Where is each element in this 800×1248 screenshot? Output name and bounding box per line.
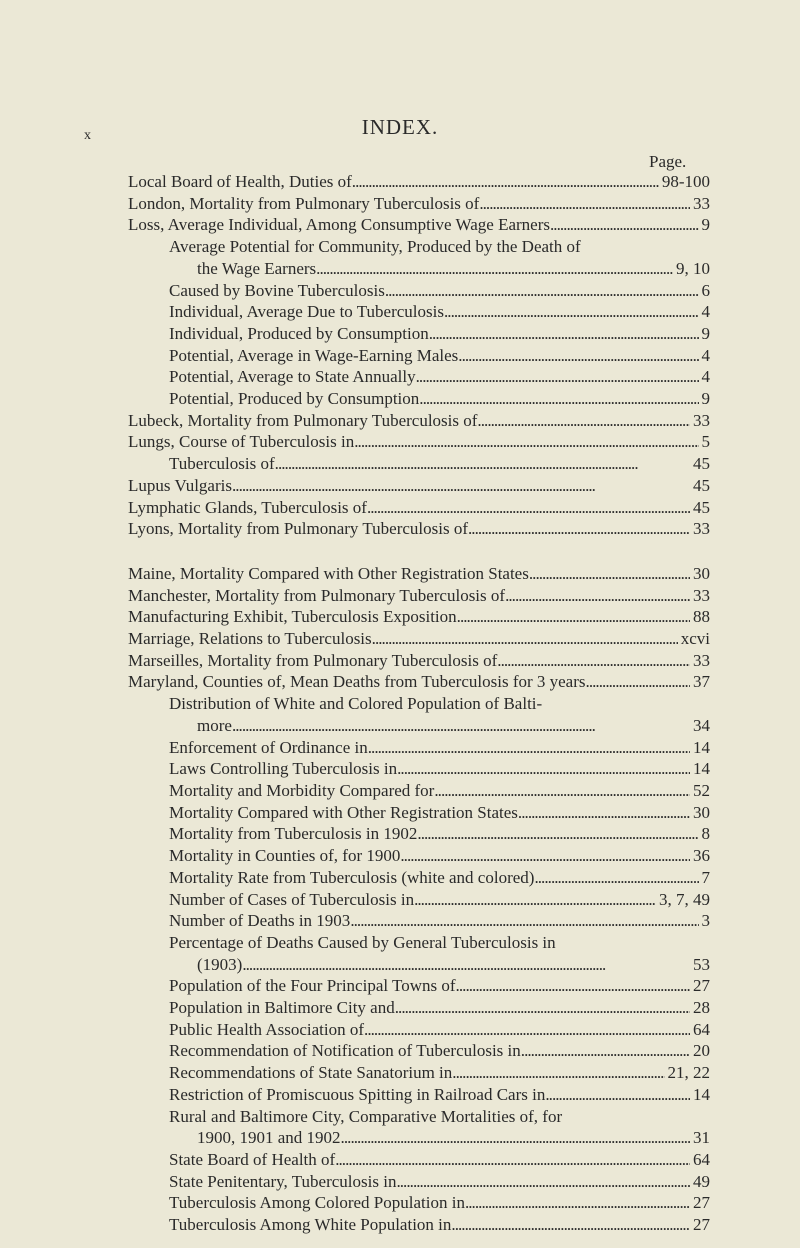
entry-page-number: xcvi [680, 629, 710, 649]
page-column-label: Page. [649, 152, 687, 171]
entry-page-number: 34 [693, 715, 710, 735]
entry-page-number: 33 [693, 410, 710, 430]
group-spacer [128, 540, 710, 563]
entry-text: Marriage, Relations to Tuberculosis [128, 629, 372, 649]
entry-page-number: 4 [701, 367, 710, 387]
index-entry [128, 475, 710, 497]
entry-page-number: 14 [693, 759, 710, 779]
entry-page-number: 20 [693, 1041, 710, 1061]
entry-text: Lupus Vulgaris [128, 475, 232, 495]
entry-page-number: 64 [693, 1149, 710, 1169]
dot-leader [372, 628, 678, 650]
index-entry [128, 628, 710, 650]
entry-text: Tuberculosis of [169, 454, 275, 474]
entry-text: Mortality Compared with Other Registration States [169, 802, 518, 822]
entry-page-number: 33 [693, 519, 710, 539]
dot-leader [417, 823, 698, 845]
index-entry [128, 1149, 710, 1171]
entry-text: Mortality from Tuberculosis in 1902 [169, 824, 418, 844]
index-entry [128, 431, 710, 453]
entry-text: Potential, Produced by Consumption [169, 389, 420, 409]
index-entry [128, 780, 710, 802]
dot-leader [385, 280, 699, 302]
entry-text: 1900, 1901 and 1902 [197, 1128, 341, 1148]
entry-text: more [197, 715, 232, 735]
entry-text: Mortality in Counties of, for 1900 [169, 846, 401, 866]
dot-leader [468, 518, 690, 540]
entry-text: Public Health Association of [169, 1019, 365, 1039]
entry-page-number: 37 [693, 672, 710, 692]
entry-text: Mortality and Morbidity Compared for [169, 780, 435, 800]
dot-leader [232, 475, 690, 497]
entry-text: Enforcement of Ordinance in [169, 737, 368, 757]
entry-text: Lyons, Mortality from Pulmonary Tuberculosis of [128, 519, 468, 539]
dot-leader [505, 585, 690, 607]
entry-text: Tuberculosis Among Colored Population in [169, 1193, 465, 1213]
index-entry [128, 345, 710, 367]
entry-page-number: 4 [701, 302, 710, 322]
entry-page-number: 36 [693, 846, 710, 866]
entry-page-number: 27 [693, 1193, 710, 1213]
index-entry [128, 410, 710, 432]
entry-page-number: 49 [693, 1171, 710, 1191]
dot-leader [367, 497, 690, 519]
entry-text: Potential, Average to State Annually [169, 367, 416, 387]
entry-page-number: 14 [693, 1084, 710, 1104]
index-entry [128, 889, 710, 911]
index-entry [128, 715, 710, 737]
dot-leader [457, 606, 690, 628]
entry-text: Individual, Produced by Consumption [169, 323, 429, 343]
index-entry [128, 497, 710, 519]
index-entry [128, 1062, 710, 1084]
dot-leader [458, 345, 698, 367]
entry-page-number: 6 [701, 280, 710, 300]
dot-leader [521, 1040, 690, 1062]
dot-leader [397, 758, 690, 780]
index-entry [128, 845, 710, 867]
dot-leader [429, 323, 699, 345]
dot-leader [232, 715, 690, 737]
dot-leader [352, 171, 659, 193]
entry-page-number: 8 [701, 824, 710, 844]
entry-page-number: 45 [693, 497, 710, 517]
dot-leader [395, 997, 690, 1019]
index-entry [128, 563, 710, 585]
dot-leader [242, 954, 690, 976]
entry-text: Local Board of Health, Duties of [128, 172, 352, 191]
page-title: INDEX. [361, 115, 439, 139]
index-entry [128, 910, 710, 932]
entry-text: Manufacturing Exhibit, Tuberculosis Exposition [128, 607, 457, 627]
dot-leader [416, 366, 699, 388]
dot-leader [529, 563, 690, 585]
dot-leader [350, 910, 698, 932]
dot-leader [518, 802, 690, 824]
dot-leader [479, 193, 690, 215]
entry-text: Maryland, Counties of, Mean Deaths from Tuberculosis for 3 years [128, 672, 586, 692]
dot-leader [452, 1062, 664, 1084]
entry-text: Marseilles, Mortality from Pulmonary Tuberculosis of [128, 650, 498, 670]
entry-text: Population in Baltimore City and [169, 998, 395, 1018]
entry-page-number: 4 [701, 345, 710, 365]
dot-leader [368, 737, 690, 759]
entry-text: Restriction of Promiscuous Spitting in Railroad Cars in [169, 1084, 546, 1104]
index-entry [128, 1040, 710, 1062]
entry-text: State Board of Health of [169, 1149, 336, 1169]
index-entry [128, 671, 710, 693]
dot-leader [451, 1214, 690, 1236]
entry-page-number: 7 [701, 867, 710, 887]
index-entry [128, 954, 710, 976]
dot-leader [316, 258, 673, 280]
index-entry [128, 280, 710, 302]
entry-text: Recommendations of State Sanatorium in [169, 1063, 453, 1083]
entry-text: Lungs, Course of Tuberculosis in [128, 432, 355, 452]
index-list [128, 171, 710, 1236]
index-entry [128, 518, 710, 540]
dot-leader [354, 431, 698, 453]
index-entry [128, 1019, 710, 1041]
entry-text: Laws Controlling Tuberculosis in [169, 759, 398, 779]
entry-page-number: 53 [693, 954, 710, 974]
entry-page-number: 28 [693, 998, 710, 1018]
entry-text: Potential, Average in Wage-Earning Males [169, 345, 459, 365]
index-subheading: Rural and Baltimore City, Comparative Mortalities of, for [169, 1106, 563, 1126]
index-entry [128, 214, 710, 236]
entry-page-number: 52 [693, 780, 710, 800]
entry-page-number: 9, 10 [676, 258, 710, 278]
index-entry [128, 366, 710, 388]
entry-page-number: 88 [693, 607, 710, 627]
index-entry [128, 758, 710, 780]
entry-page-number: 45 [693, 475, 710, 495]
dot-leader [497, 650, 690, 672]
dot-leader [534, 867, 698, 889]
entry-page-number: 98-100 [661, 172, 710, 191]
entry-text: Loss, Average Individual, Among Consumptive Wage Earners [128, 215, 550, 235]
dot-leader [545, 1084, 690, 1106]
entry-text: State Penitentary, Tuberculosis in [169, 1171, 397, 1191]
dot-leader [396, 1171, 690, 1193]
entry-page-number: 30 [693, 563, 710, 583]
dot-leader [275, 453, 690, 475]
index-entry [128, 823, 710, 845]
index-entry [128, 1214, 710, 1236]
index-entry [128, 975, 710, 997]
dot-leader [434, 780, 690, 802]
entry-page-number: 33 [693, 585, 710, 605]
index-subheading: Average Potential for Community, Produced by the Death of [169, 237, 581, 257]
entry-page-number: 9 [701, 323, 710, 343]
index-entry [128, 323, 710, 345]
index-subheading: Distribution of White and Colored Population of Balti- [169, 694, 543, 714]
index-entry [128, 650, 710, 672]
entry-page-number: 30 [693, 802, 710, 822]
entry-page-number: 27 [693, 1215, 710, 1235]
index-entry [128, 1171, 710, 1193]
entry-text: Tuberculosis Among White Population in [169, 1215, 452, 1235]
dot-leader [465, 1192, 690, 1214]
entry-page-number: 9 [701, 389, 710, 409]
entry-text: Caused by Bovine Tuberculosis [169, 280, 385, 300]
entry-text: London, Mortality from Pulmonary Tuberculosis of [128, 193, 480, 213]
dot-leader [414, 889, 656, 911]
entry-text: Maine, Mortality Compared with Other Registration States [128, 563, 529, 583]
dot-leader [477, 410, 690, 432]
dot-leader [456, 975, 690, 997]
index-entry [128, 171, 710, 193]
dot-leader [419, 388, 698, 410]
entry-text: Population of the Four Principal Towns of [169, 976, 456, 996]
index-entry [128, 737, 710, 759]
index-entry [128, 802, 710, 824]
entry-text: the Wage Earners [197, 258, 317, 278]
entry-text: Manchester, Mortality from Pulmonary Tuberculosis of [128, 585, 506, 605]
index-subheading: Percentage of Deaths Caused by General Tuberculosis in [169, 932, 556, 952]
entry-text: Number of Deaths in 1903 [169, 911, 351, 931]
entry-text: Individual, Average Due to Tuberculosis [169, 302, 444, 322]
index-entry [128, 1084, 710, 1106]
entry-page-number: 33 [693, 193, 710, 213]
index-entry [128, 997, 710, 1019]
dot-leader [364, 1019, 690, 1041]
dot-leader [400, 845, 690, 867]
entry-page-number: 3, 7, 49 [659, 889, 710, 909]
dot-leader [444, 301, 699, 323]
index-entry [128, 193, 710, 215]
dot-leader [586, 671, 690, 693]
entry-text: Mortality Rate from Tuberculosis (white and colored) [169, 867, 535, 887]
entry-page-number: 21, 22 [667, 1063, 710, 1083]
index-entry [128, 606, 710, 628]
entry-page-number: 5 [701, 432, 710, 452]
entry-text: Number of Cases of Tuberculosis in [169, 889, 415, 909]
entry-page-number: 45 [693, 454, 710, 474]
index-entry [128, 258, 710, 280]
dot-leader [550, 214, 699, 236]
entry-page-number: 64 [693, 1019, 710, 1039]
dot-leader [341, 1127, 690, 1149]
index-entry [128, 453, 710, 475]
index-entry [128, 1192, 710, 1214]
index-entry [128, 301, 710, 323]
entry-page-number: 33 [693, 650, 710, 670]
entry-page-number: 31 [693, 1128, 710, 1148]
entry-text: (1903) [197, 954, 243, 974]
entry-page-number: 27 [693, 976, 710, 996]
dot-leader [335, 1149, 690, 1171]
entry-page-number: 9 [701, 215, 710, 235]
entry-text: Lymphatic Glands, Tuberculosis of [128, 497, 367, 517]
index-entry [128, 1127, 710, 1149]
index-entry [128, 867, 710, 889]
entry-page-number: 14 [693, 737, 710, 757]
entry-text: Lubeck, Mortality from Pulmonary Tuberculosis of [128, 410, 478, 430]
entry-page-number: 3 [701, 911, 710, 931]
index-entry [128, 388, 710, 410]
index-entry [128, 585, 710, 607]
page-mark: x [84, 128, 91, 143]
entry-text: Recommendation of Notification of Tuberculosis in [169, 1041, 521, 1061]
